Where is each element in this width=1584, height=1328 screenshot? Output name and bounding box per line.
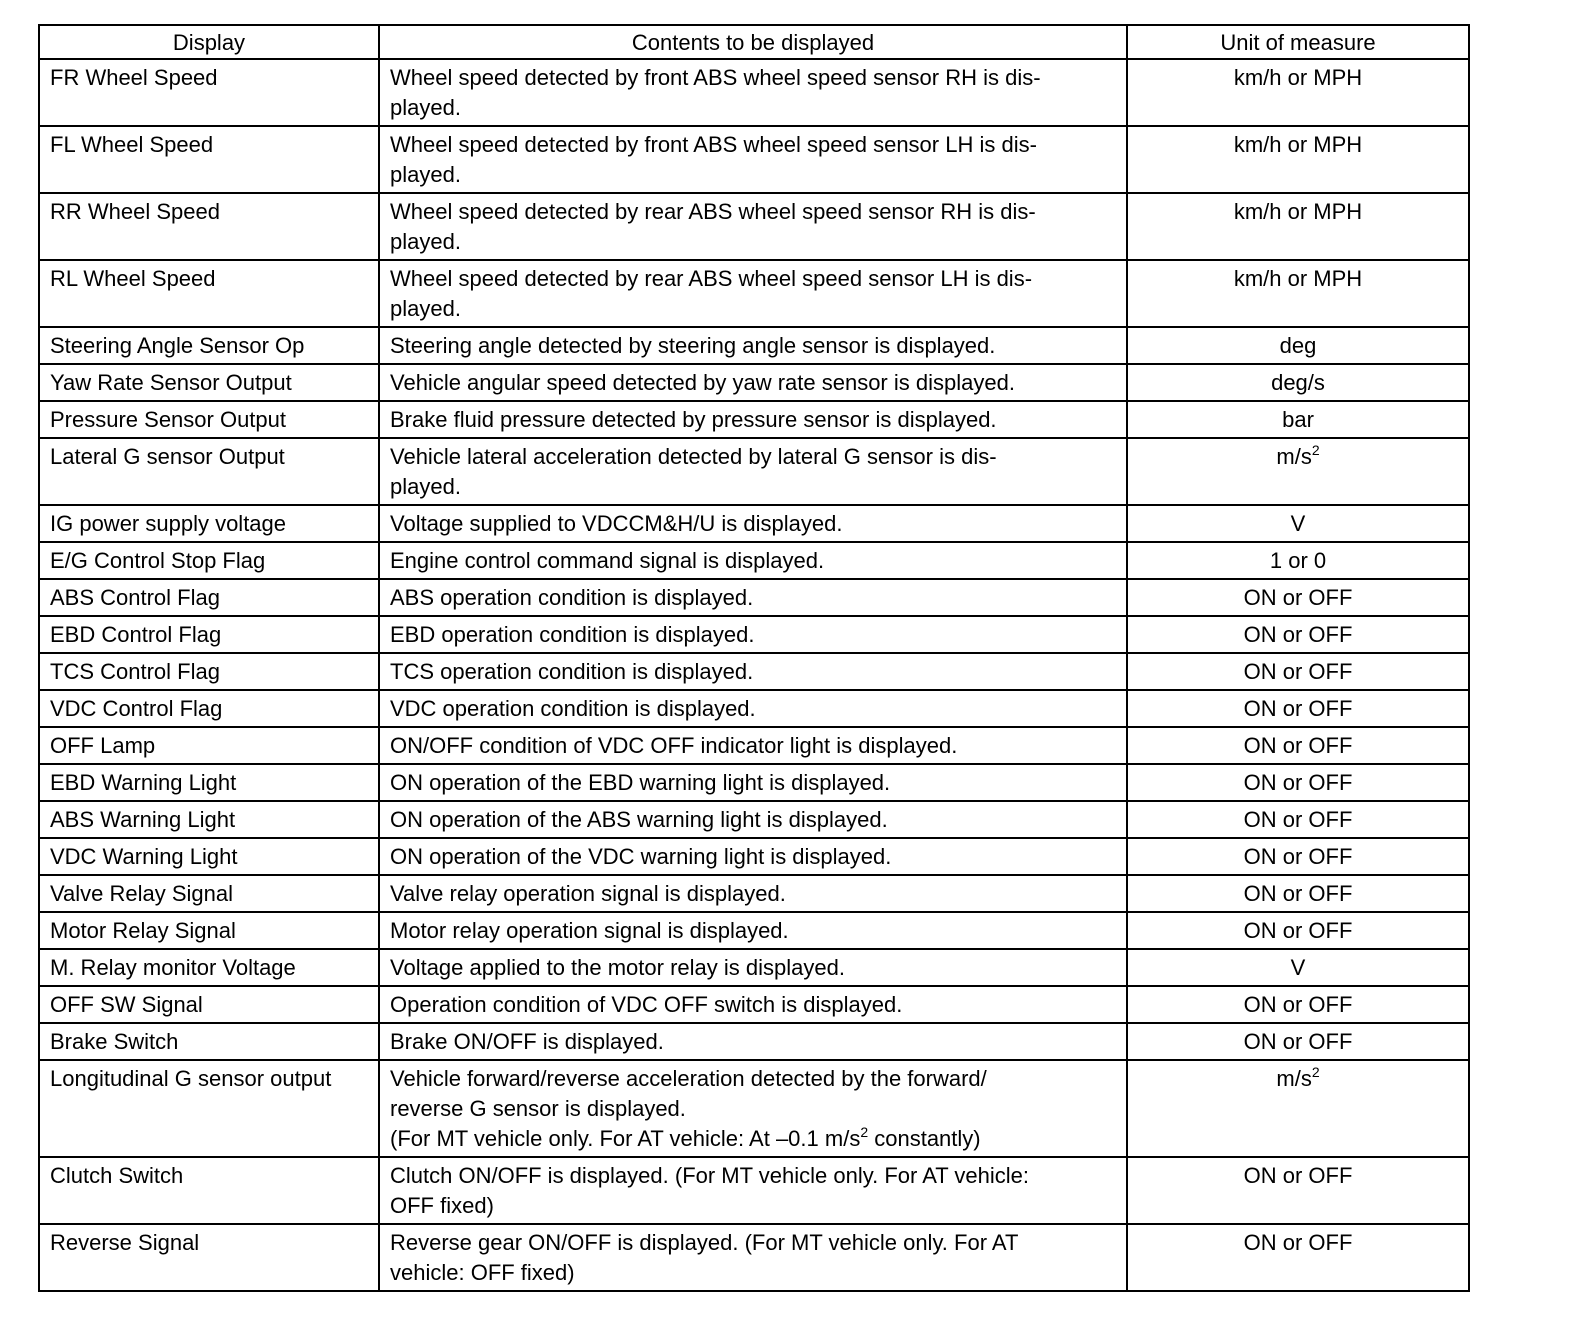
contents-line: Wheel speed detected by rear ABS wheel speed sensor LH is dis- bbox=[390, 266, 1033, 291]
table-row bbox=[39, 653, 1469, 690]
note-exponent: 2 bbox=[860, 1124, 869, 1140]
contents-line: Vehicle lateral acceleration detected by lateral G sensor is dis- bbox=[390, 444, 997, 469]
unit-text: ON or OFF bbox=[1243, 696, 1353, 721]
cell-unit bbox=[1127, 838, 1469, 875]
contents-line: ON operation of the ABS warning light is displayed. bbox=[390, 807, 888, 832]
table-row bbox=[39, 690, 1469, 727]
table-row bbox=[39, 438, 1469, 505]
cell-unit bbox=[1127, 327, 1469, 364]
unit-text: km/h or MPH bbox=[1233, 266, 1363, 291]
cell-contents bbox=[379, 579, 1127, 616]
cell-unit bbox=[1127, 727, 1469, 764]
cell-display: Brake Switch bbox=[39, 1023, 379, 1060]
contents-line: Vehicle angular speed detected by yaw rate sensor is displayed. bbox=[390, 370, 1015, 395]
cell-contents bbox=[379, 1023, 1127, 1060]
unit-text: km/h or MPH bbox=[1233, 132, 1363, 157]
table-row bbox=[39, 1060, 1469, 1157]
cell-unit bbox=[1127, 1157, 1469, 1224]
table-row bbox=[39, 193, 1469, 260]
cell-display: ABS Control Flag bbox=[39, 579, 379, 616]
note-text: (For MT vehicle only. For AT vehicle: At –0.1 m/s bbox=[390, 1126, 861, 1151]
data-monitor-table bbox=[38, 24, 1470, 1292]
cell-display: Reverse Signal bbox=[39, 1224, 379, 1291]
cell-contents bbox=[379, 260, 1127, 327]
cell-unit bbox=[1127, 364, 1469, 401]
table-row bbox=[39, 579, 1469, 616]
contents-line: ON/OFF condition of VDC OFF indicator light is displayed. bbox=[390, 733, 958, 758]
table-row bbox=[39, 505, 1469, 542]
cell-display: Steering Angle Sensor Op bbox=[39, 327, 379, 364]
cell-unit bbox=[1127, 542, 1469, 579]
contents-line: Reverse gear ON/OFF is displayed. (For MT vehicle only. For AT bbox=[390, 1230, 1019, 1255]
contents-line: Engine control command signal is displayed. bbox=[390, 548, 825, 573]
cell-display: Motor Relay Signal bbox=[39, 912, 379, 949]
table-row bbox=[39, 986, 1469, 1023]
table-row bbox=[39, 616, 1469, 653]
unit-text: ON or OFF bbox=[1243, 622, 1353, 647]
cell-unit bbox=[1127, 193, 1469, 260]
cell-display: EBD Warning Light bbox=[39, 764, 379, 801]
cell-contents bbox=[379, 438, 1127, 505]
note-text-end: constantly) bbox=[868, 1126, 981, 1151]
unit-text: deg/s bbox=[1271, 370, 1325, 395]
unit-text: bar bbox=[1282, 407, 1314, 432]
cell-display: Longitudinal G sensor output bbox=[39, 1060, 379, 1157]
cell-contents bbox=[379, 1224, 1127, 1291]
table-row bbox=[39, 126, 1469, 193]
cell-unit bbox=[1127, 401, 1469, 438]
cell-contents bbox=[379, 1157, 1127, 1224]
cell-unit bbox=[1127, 912, 1469, 949]
unit-text: ON or OFF bbox=[1243, 807, 1353, 832]
unit-exponent: 2 bbox=[1311, 1064, 1320, 1080]
unit-text: ON or OFF bbox=[1243, 770, 1353, 795]
table-row bbox=[39, 912, 1469, 949]
cell-contents bbox=[379, 727, 1127, 764]
cell-contents bbox=[379, 193, 1127, 260]
cell-unit bbox=[1127, 764, 1469, 801]
contents-line: played. bbox=[390, 95, 461, 120]
table-row bbox=[39, 364, 1469, 401]
cell-display: TCS Control Flag bbox=[39, 653, 379, 690]
unit-text: km/h or MPH bbox=[1233, 65, 1363, 90]
cell-display: EBD Control Flag bbox=[39, 616, 379, 653]
table-row bbox=[39, 401, 1469, 438]
unit-text: m/s bbox=[1276, 1066, 1312, 1091]
cell-display: FL Wheel Speed bbox=[39, 126, 379, 193]
table-row bbox=[39, 1157, 1469, 1224]
contents-line: OFF fixed) bbox=[390, 1193, 494, 1218]
table-row bbox=[39, 838, 1469, 875]
cell-unit bbox=[1127, 260, 1469, 327]
table-row bbox=[39, 875, 1469, 912]
unit-text: km/h or MPH bbox=[1233, 199, 1363, 224]
cell-display: M. Relay monitor Voltage bbox=[39, 949, 379, 986]
table-row bbox=[39, 949, 1469, 986]
cell-unit bbox=[1127, 1224, 1469, 1291]
unit-text: V bbox=[1290, 955, 1306, 980]
cell-contents bbox=[379, 690, 1127, 727]
cell-display: E/G Control Stop Flag bbox=[39, 542, 379, 579]
cell-unit bbox=[1127, 1023, 1469, 1060]
contents-line: Valve relay operation signal is displayed. bbox=[390, 881, 786, 906]
contents-line: played. bbox=[390, 229, 461, 254]
contents-line: ON operation of the EBD warning light is displayed. bbox=[390, 770, 891, 795]
cell-display: RR Wheel Speed bbox=[39, 193, 379, 260]
header-unit: Unit of measure bbox=[1127, 25, 1469, 59]
contents-line: Wheel speed detected by front ABS wheel speed sensor LH is dis- bbox=[390, 132, 1037, 157]
cell-unit bbox=[1127, 690, 1469, 727]
table-row bbox=[39, 801, 1469, 838]
contents-line: EBD operation condition is displayed. bbox=[390, 622, 755, 647]
unit-text: V bbox=[1290, 511, 1306, 536]
table-body bbox=[39, 59, 1469, 1291]
cell-unit bbox=[1127, 579, 1469, 616]
cell-unit bbox=[1127, 59, 1469, 126]
table-row bbox=[39, 727, 1469, 764]
cell-contents bbox=[379, 653, 1127, 690]
cell-contents bbox=[379, 986, 1127, 1023]
cell-unit bbox=[1127, 1060, 1469, 1157]
unit-text: ON or OFF bbox=[1243, 992, 1353, 1017]
table-row bbox=[39, 327, 1469, 364]
unit-text: ON or OFF bbox=[1243, 659, 1353, 684]
cell-display: FR Wheel Speed bbox=[39, 59, 379, 126]
cell-display: VDC Control Flag bbox=[39, 690, 379, 727]
cell-display: ABS Warning Light bbox=[39, 801, 379, 838]
cell-unit bbox=[1127, 126, 1469, 193]
contents-line: Wheel speed detected by front ABS wheel speed sensor RH is dis- bbox=[390, 65, 1041, 90]
cell-display: Valve Relay Signal bbox=[39, 875, 379, 912]
cell-contents bbox=[379, 1060, 1127, 1157]
unit-text: m/s bbox=[1276, 444, 1312, 469]
contents-line: ABS operation condition is displayed. bbox=[390, 585, 754, 610]
unit-text: deg bbox=[1279, 333, 1317, 358]
cell-contents bbox=[379, 505, 1127, 542]
contents-line: Voltage applied to the motor relay is displayed. bbox=[390, 955, 845, 980]
table-row bbox=[39, 59, 1469, 126]
cell-display: Yaw Rate Sensor Output bbox=[39, 364, 379, 401]
table-row bbox=[39, 764, 1469, 801]
contents-line: Clutch ON/OFF is displayed. (For MT vehicle only. For AT vehicle: bbox=[390, 1163, 1030, 1188]
cell-contents bbox=[379, 912, 1127, 949]
contents-line: reverse G sensor is displayed. bbox=[390, 1096, 686, 1121]
cell-display: OFF SW Signal bbox=[39, 986, 379, 1023]
cell-display: RL Wheel Speed bbox=[39, 260, 379, 327]
unit-text: ON or OFF bbox=[1243, 881, 1353, 906]
cell-contents bbox=[379, 59, 1127, 126]
cell-unit bbox=[1127, 875, 1469, 912]
contents-line: Brake fluid pressure detected by pressure sensor is displayed. bbox=[390, 407, 997, 432]
cell-display: OFF Lamp bbox=[39, 727, 379, 764]
cell-unit bbox=[1127, 949, 1469, 986]
cell-display: IG power supply voltage bbox=[39, 505, 379, 542]
cell-unit bbox=[1127, 505, 1469, 542]
cell-display: Lateral G sensor Output bbox=[39, 438, 379, 505]
cell-contents bbox=[379, 327, 1127, 364]
unit-text: ON or OFF bbox=[1243, 733, 1353, 758]
contents-line: VDC operation condition is displayed. bbox=[390, 696, 756, 721]
cell-contents bbox=[379, 126, 1127, 193]
unit-exponent: 2 bbox=[1311, 442, 1320, 458]
unit-text: ON or OFF bbox=[1243, 844, 1353, 869]
cell-contents bbox=[379, 616, 1127, 653]
table-row bbox=[39, 1023, 1469, 1060]
contents-line: Vehicle forward/reverse acceleration detected by the forward/ bbox=[390, 1066, 987, 1091]
contents-line: TCS operation condition is displayed. bbox=[390, 659, 754, 684]
cell-contents bbox=[379, 801, 1127, 838]
cell-display: Clutch Switch bbox=[39, 1157, 379, 1224]
table-row bbox=[39, 542, 1469, 579]
cell-contents bbox=[379, 838, 1127, 875]
contents-line: Steering angle detected by steering angle sensor is displayed. bbox=[390, 333, 996, 358]
table-row bbox=[39, 260, 1469, 327]
table-row bbox=[39, 1224, 1469, 1291]
contents-line: played. bbox=[390, 296, 461, 321]
unit-text: ON or OFF bbox=[1243, 585, 1353, 610]
contents-line: Motor relay operation signal is displayed. bbox=[390, 918, 789, 943]
contents-line: Voltage supplied to VDCCM&H/U is displayed. bbox=[390, 511, 843, 536]
cell-unit bbox=[1127, 438, 1469, 505]
contents-line: played. bbox=[390, 162, 461, 187]
contents-line: ON operation of the VDC warning light is displayed. bbox=[390, 844, 892, 869]
cell-unit bbox=[1127, 616, 1469, 653]
cell-contents bbox=[379, 401, 1127, 438]
contents-line: vehicle: OFF fixed) bbox=[390, 1260, 575, 1285]
contents-line: played. bbox=[390, 474, 461, 499]
contents-line: Wheel speed detected by rear ABS wheel speed sensor RH is dis- bbox=[390, 199, 1036, 224]
header-contents: Contents to be displayed bbox=[379, 25, 1127, 59]
cell-unit bbox=[1127, 653, 1469, 690]
unit-text: 1 or 0 bbox=[1269, 548, 1327, 573]
cell-display: Pressure Sensor Output bbox=[39, 401, 379, 438]
unit-text: ON or OFF bbox=[1243, 918, 1353, 943]
cell-unit bbox=[1127, 801, 1469, 838]
header-display: Display bbox=[39, 25, 379, 59]
unit-text: ON or OFF bbox=[1243, 1230, 1353, 1255]
cell-unit bbox=[1127, 986, 1469, 1023]
contents-line: Operation condition of VDC OFF switch is displayed. bbox=[390, 992, 903, 1017]
cell-contents bbox=[379, 364, 1127, 401]
cell-contents bbox=[379, 949, 1127, 986]
cell-display: VDC Warning Light bbox=[39, 838, 379, 875]
unit-text: ON or OFF bbox=[1243, 1163, 1353, 1188]
cell-contents bbox=[379, 542, 1127, 579]
table-header-row bbox=[39, 25, 1469, 59]
unit-text: ON or OFF bbox=[1243, 1029, 1353, 1054]
cell-contents bbox=[379, 875, 1127, 912]
contents-line: Brake ON/OFF is displayed. bbox=[390, 1029, 664, 1054]
contents-note-line bbox=[390, 1124, 1116, 1154]
cell-contents bbox=[379, 764, 1127, 801]
